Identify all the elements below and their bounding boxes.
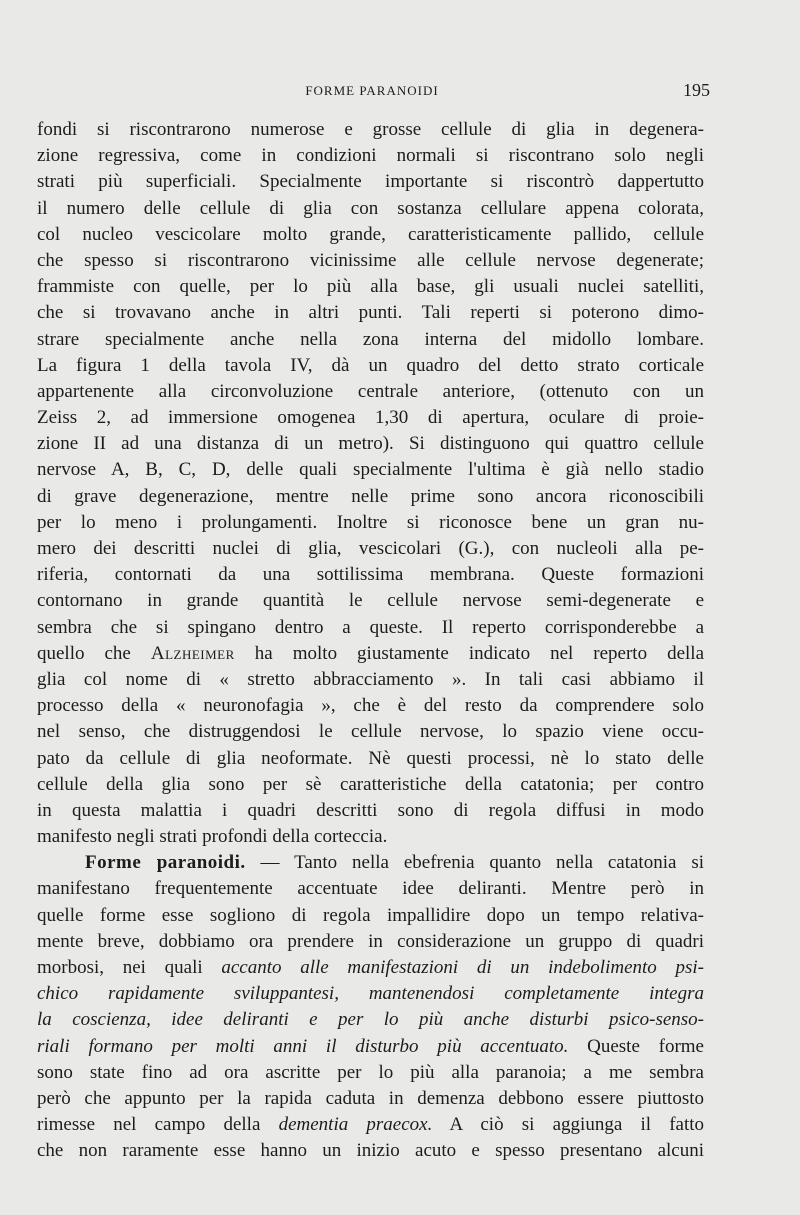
text-run: — Tanto nella ebefrenia quanto nella catatonia si	[245, 852, 704, 874]
text-line: fondi si riscontrarono numerose e grosse cellule di glia in degenera-	[37, 119, 704, 140]
text-line: col nucleo vescicolare molto grande, caratteristicamente pallido, cellule	[37, 223, 704, 245]
text-line: contornano in grande quantità le cellule nervose semi-degenerate e	[37, 590, 704, 612]
text-line: manifesto negli strati profondi della corteccia.	[37, 826, 388, 848]
text-run: quello che	[37, 642, 151, 664]
text-line: riferia, contornati da una sottilissima membrana. Queste formazioni	[37, 564, 704, 586]
text-line: per lo meno i prolungamenti. Inoltre si riconosce bene un gran nu-	[37, 511, 704, 533]
section-heading: Forme paranoidi.	[85, 852, 246, 874]
text-line: di grave degenerazione, mentre nelle prime sono ancora riconoscibili	[37, 485, 704, 507]
text-line	[37, 1034, 704, 1060]
text-run: rimesse nel campo della	[37, 1114, 279, 1136]
text-line: chico rapidamente sviluppantesi, mantenendosi completamente integra	[37, 983, 704, 1005]
running-title: FORME PARANOIDI	[305, 83, 439, 98]
text-line: sembra che si spingano dentro a queste. Il reperto corrisponderebbe a	[37, 616, 704, 638]
text-line: processo della « neuronofagia », che è del resto da comprendere solo	[37, 695, 704, 717]
text-line	[37, 1112, 704, 1138]
text-line: che si trovavano anche in altri punti. Tali reperti si poterono dimo-	[37, 302, 704, 324]
text-line: mente breve, dobbiamo ora prendere in considerazione un gruppo di quadri	[37, 930, 704, 952]
italic-run: dementia praecox.	[278, 1114, 433, 1136]
text-line: la coscienza, idee deliranti e per lo più anche disturbi psico-senso-	[37, 1009, 704, 1031]
text-run: A ciò si aggiunga il fatto	[432, 1114, 705, 1136]
text-line: nel senso, che distruggendosi le cellule nervose, lo spazio viene occu-	[37, 721, 704, 743]
running-head	[34, 80, 710, 102]
text-line: che non raramente esse hanno un inizio acuto e spesso presentano alcuni	[37, 1140, 704, 1162]
text-line: in questa malattia i quadri descritti sono di regola diffusi in modo	[37, 799, 704, 821]
text-line: glia col nome di « stretto abbracciamento ». In tali casi abbiamo il	[37, 668, 704, 690]
text-line: nervose A, B, C, D, delle quali specialmente l'ultima è già nello stadio	[37, 459, 704, 481]
text-line: zione regressiva, come in condizioni normali si riscontrano solo negli	[37, 145, 704, 167]
author-name: Alzheimer	[150, 642, 235, 664]
body-text	[37, 117, 704, 1165]
text-run: ha molto giustamente indicato nel reperto della	[234, 642, 705, 664]
text-run: morbosi, nei quali	[37, 957, 222, 978]
text-line: sono state fino ad ora ascritte per lo più alla paranoia; a me sembra	[37, 1061, 704, 1083]
text-run: Queste forme	[568, 1035, 704, 1057]
page-number: 195	[683, 80, 710, 100]
text-line: pato da cellule di glia neoformate. Nè questi processi, nè lo stato delle	[37, 747, 704, 769]
text-line: che spesso si riscontrarono vicinissime alle cellule nervose degenerate;	[37, 249, 704, 271]
text-line: mero dei descritti nuclei di glia, vescicolari (G.), con nucleoli alla pe-	[37, 538, 704, 559]
text-line: La figura 1 della tavola IV, dà un quadro del detto strato corticale	[37, 354, 704, 376]
text-line: il numero delle cellule di glia con sostanza cellulare appena colorata,	[37, 197, 704, 219]
text-line: appartenente alla circonvoluzione centrale anteriore, (ottenuto con un	[37, 380, 704, 402]
text-line	[37, 641, 704, 667]
text-line: frammiste con quelle, per lo più alla base, gli usuali nuclei satelliti,	[37, 276, 704, 298]
text-line: Zeiss 2, ad immersione omogenea 1,30 di apertura, oculare di proie-	[37, 407, 704, 429]
text-line: strati più superficiali. Specialmente importante si riscontrò dappertutto	[37, 171, 704, 193]
text-line: strare specialmente anche nella zona interna del midollo lombare.	[37, 328, 704, 350]
italic-run: riali formano per molti anni il disturbo più accentuato.	[37, 1035, 569, 1057]
text-line	[37, 955, 704, 981]
text-line: zione II ad una distanza di un metro). Si distinguono qui quattro cellule	[37, 433, 704, 455]
text-line: quelle forme esse sogliono di regola impallidire dopo un tempo relativa-	[37, 904, 704, 926]
text-line: manifestano frequentemente accentuate idee deliranti. Mentre però in	[37, 878, 704, 900]
text-line: cellule della glia sono per sè caratteristiche della catatonia; per contro	[37, 773, 704, 795]
text-line: però che appunto per la rapida caduta in demenza debbono essere piuttosto	[37, 1087, 704, 1109]
italic-run: accanto alle manifestazioni di un indebolimento psi-	[221, 957, 704, 978]
section-line	[37, 850, 704, 876]
